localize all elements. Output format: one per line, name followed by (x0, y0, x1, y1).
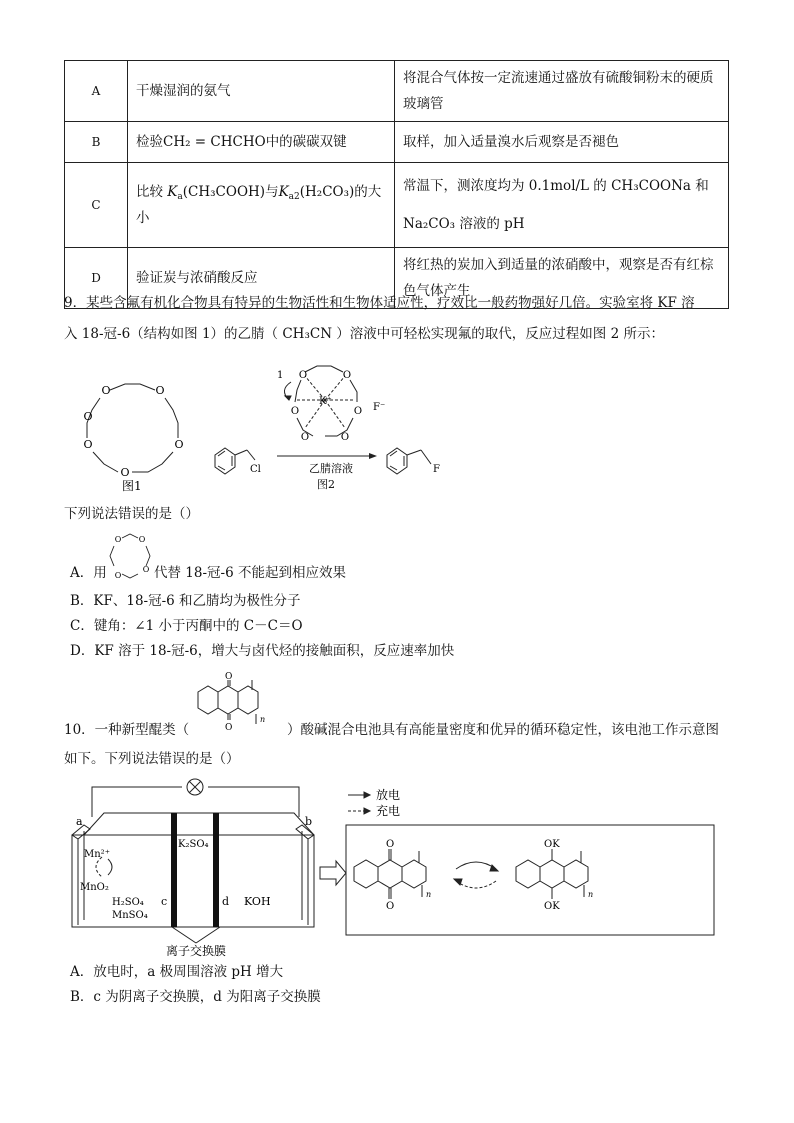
q9-option-b: B．KF、18-冠-6 和乙腈均为极性分子 (70, 593, 301, 609)
row-label: C (65, 163, 128, 248)
middle-solution: K₂SO₄ (178, 839, 209, 850)
oxygen-atom: O (225, 672, 233, 682)
row-purpose: 检验CH₂ = CHCHO中的碳碳双键 (128, 122, 395, 163)
q9-stem-line2: 入 18-冠-6（结构如图 1）的乙腈（ CH₃CN ）溶液中可轻松实现氟的取代，反应过程如图 2 所示： (64, 326, 664, 342)
q10-stem-pre: 10．一种新型醌类（ (64, 722, 190, 738)
table-row (65, 163, 729, 248)
q10-option-b: B．c 为阴离子交换膜，d 为阳离子交换膜 (70, 989, 321, 1005)
electrode-b-label: b (305, 815, 313, 828)
q9-option-d: D．KF 溶于 18-冠-6，增大与卤代烃的接触面积，反应速率加快 (70, 643, 455, 659)
membrane-label: 离子交换膜 (166, 944, 227, 958)
row-method: 取样，加入适量溴水后观察是否褪色 (395, 122, 729, 163)
battery-diagram (64, 775, 724, 960)
n-label: n (588, 890, 594, 899)
legend-discharge: 放电 (376, 788, 401, 802)
oxygen-atom: O (298, 370, 308, 381)
oxygen-atom: O (83, 410, 93, 423)
fluoride-ion: F⁻ (373, 402, 386, 413)
row-purpose: 比较 $K_a(CH_3COOH)$与$K_{a2}(H_2CO_3)$的大小 (128, 163, 395, 248)
oxygen-atom: O (342, 370, 352, 381)
oxygen-atom: O (101, 384, 111, 397)
mno2-label: MnO₂ (80, 882, 109, 893)
options-table (64, 60, 729, 309)
ok-group: OK (544, 839, 560, 850)
oxygen-atom: O (225, 723, 233, 732)
left-solution-2: MnSO₄ (112, 910, 148, 921)
ok-group: OK (544, 901, 560, 912)
right-solution: KOH (244, 895, 271, 908)
figure-1-crown-ether (70, 370, 200, 495)
fig1-label: 图1 (122, 479, 142, 493)
q9-option-a-prefix: A．用 (70, 565, 107, 581)
potassium-ion: K⁺ (319, 396, 332, 407)
row-purpose: 干燥湿润的氨气 (128, 61, 395, 122)
oxygen-atom: O (300, 432, 310, 443)
fig2-label: 图2 (317, 478, 335, 491)
mn-ion-label: Mn²⁺ (84, 849, 110, 860)
membrane-d-label: d (222, 895, 230, 908)
oxygen-atom: O (340, 432, 350, 443)
row-method: 将混合气体按一定流速通过盛放有硫酸铜粉末的硬质玻璃管 (395, 61, 729, 122)
oxygen-atom: O (120, 466, 130, 479)
q10-stem-line2: 如下。下列说法错误的是（） (64, 751, 240, 767)
oxygen-atom: O (174, 438, 184, 451)
small-crown-ether-icon (102, 528, 158, 584)
figure-2-reaction (205, 360, 465, 500)
q9-option-a-suffix: 代替 18-冠-6 不能起到相应效果 (154, 565, 346, 581)
q10-option-a: A．放电时，a 极周围溶液 pH 增大 (70, 964, 284, 980)
n-label: n (260, 715, 266, 724)
membrane-c-label: c (161, 895, 168, 908)
angle-label: 1 (277, 370, 284, 381)
oxygen-atom: O (155, 384, 165, 397)
q9-question: 下列说法错误的是（） (64, 506, 199, 522)
oxygen-atom: O (290, 406, 300, 417)
q9-option-c: C．键角：∠1 小于丙酮中的 C－C＝O (70, 618, 303, 634)
table-row (65, 61, 729, 122)
row-label: B (65, 122, 128, 163)
left-solution-1: H₂SO₄ (112, 897, 144, 908)
oxygen-atom: O (114, 571, 122, 580)
chlorine-atom: Cl (250, 464, 261, 475)
row-method: 将红热的炭加入到适量的浓硝酸中，观察是否有红棕色气体产生 (395, 248, 729, 309)
n-label: n (426, 890, 432, 899)
legend-charge: 充电 (376, 804, 401, 818)
row-purpose: 验证炭与浓硝酸反应 (128, 248, 395, 309)
q10-stem-post: ）酸碱混合电池具有高能量密度和优异的循环稳定性，该电池工作示意图 (287, 722, 719, 738)
oxygen-atom: O (142, 565, 150, 574)
oxygen-atom: O (83, 438, 93, 451)
quinone-polymer-structure (192, 670, 282, 732)
row-label: A (65, 61, 128, 122)
oxygen-atom: O (353, 406, 363, 417)
oxygen-atom: O (386, 839, 395, 850)
oxygen-atom: O (386, 901, 395, 912)
solvent-label: 乙腈溶液 (309, 462, 353, 475)
table-row (65, 122, 729, 163)
fluorine-atom: F (433, 464, 440, 475)
row-label: D (65, 248, 128, 309)
row-method: 常温下，测浓度均为 0.1mol/L 的 CH₃COONa 和 Na₂CO₃ 溶液的 pH (395, 163, 729, 248)
oxygen-atom: O (138, 535, 146, 544)
electrode-a-label: a (76, 815, 83, 828)
q9-stem-line1: 9．某些含氟有机化合物具有特异的生物活性和生物体适应性，疗效比一般药物强好几倍。实验室将 KF 溶 (64, 295, 695, 311)
oxygen-atom: O (114, 535, 122, 544)
